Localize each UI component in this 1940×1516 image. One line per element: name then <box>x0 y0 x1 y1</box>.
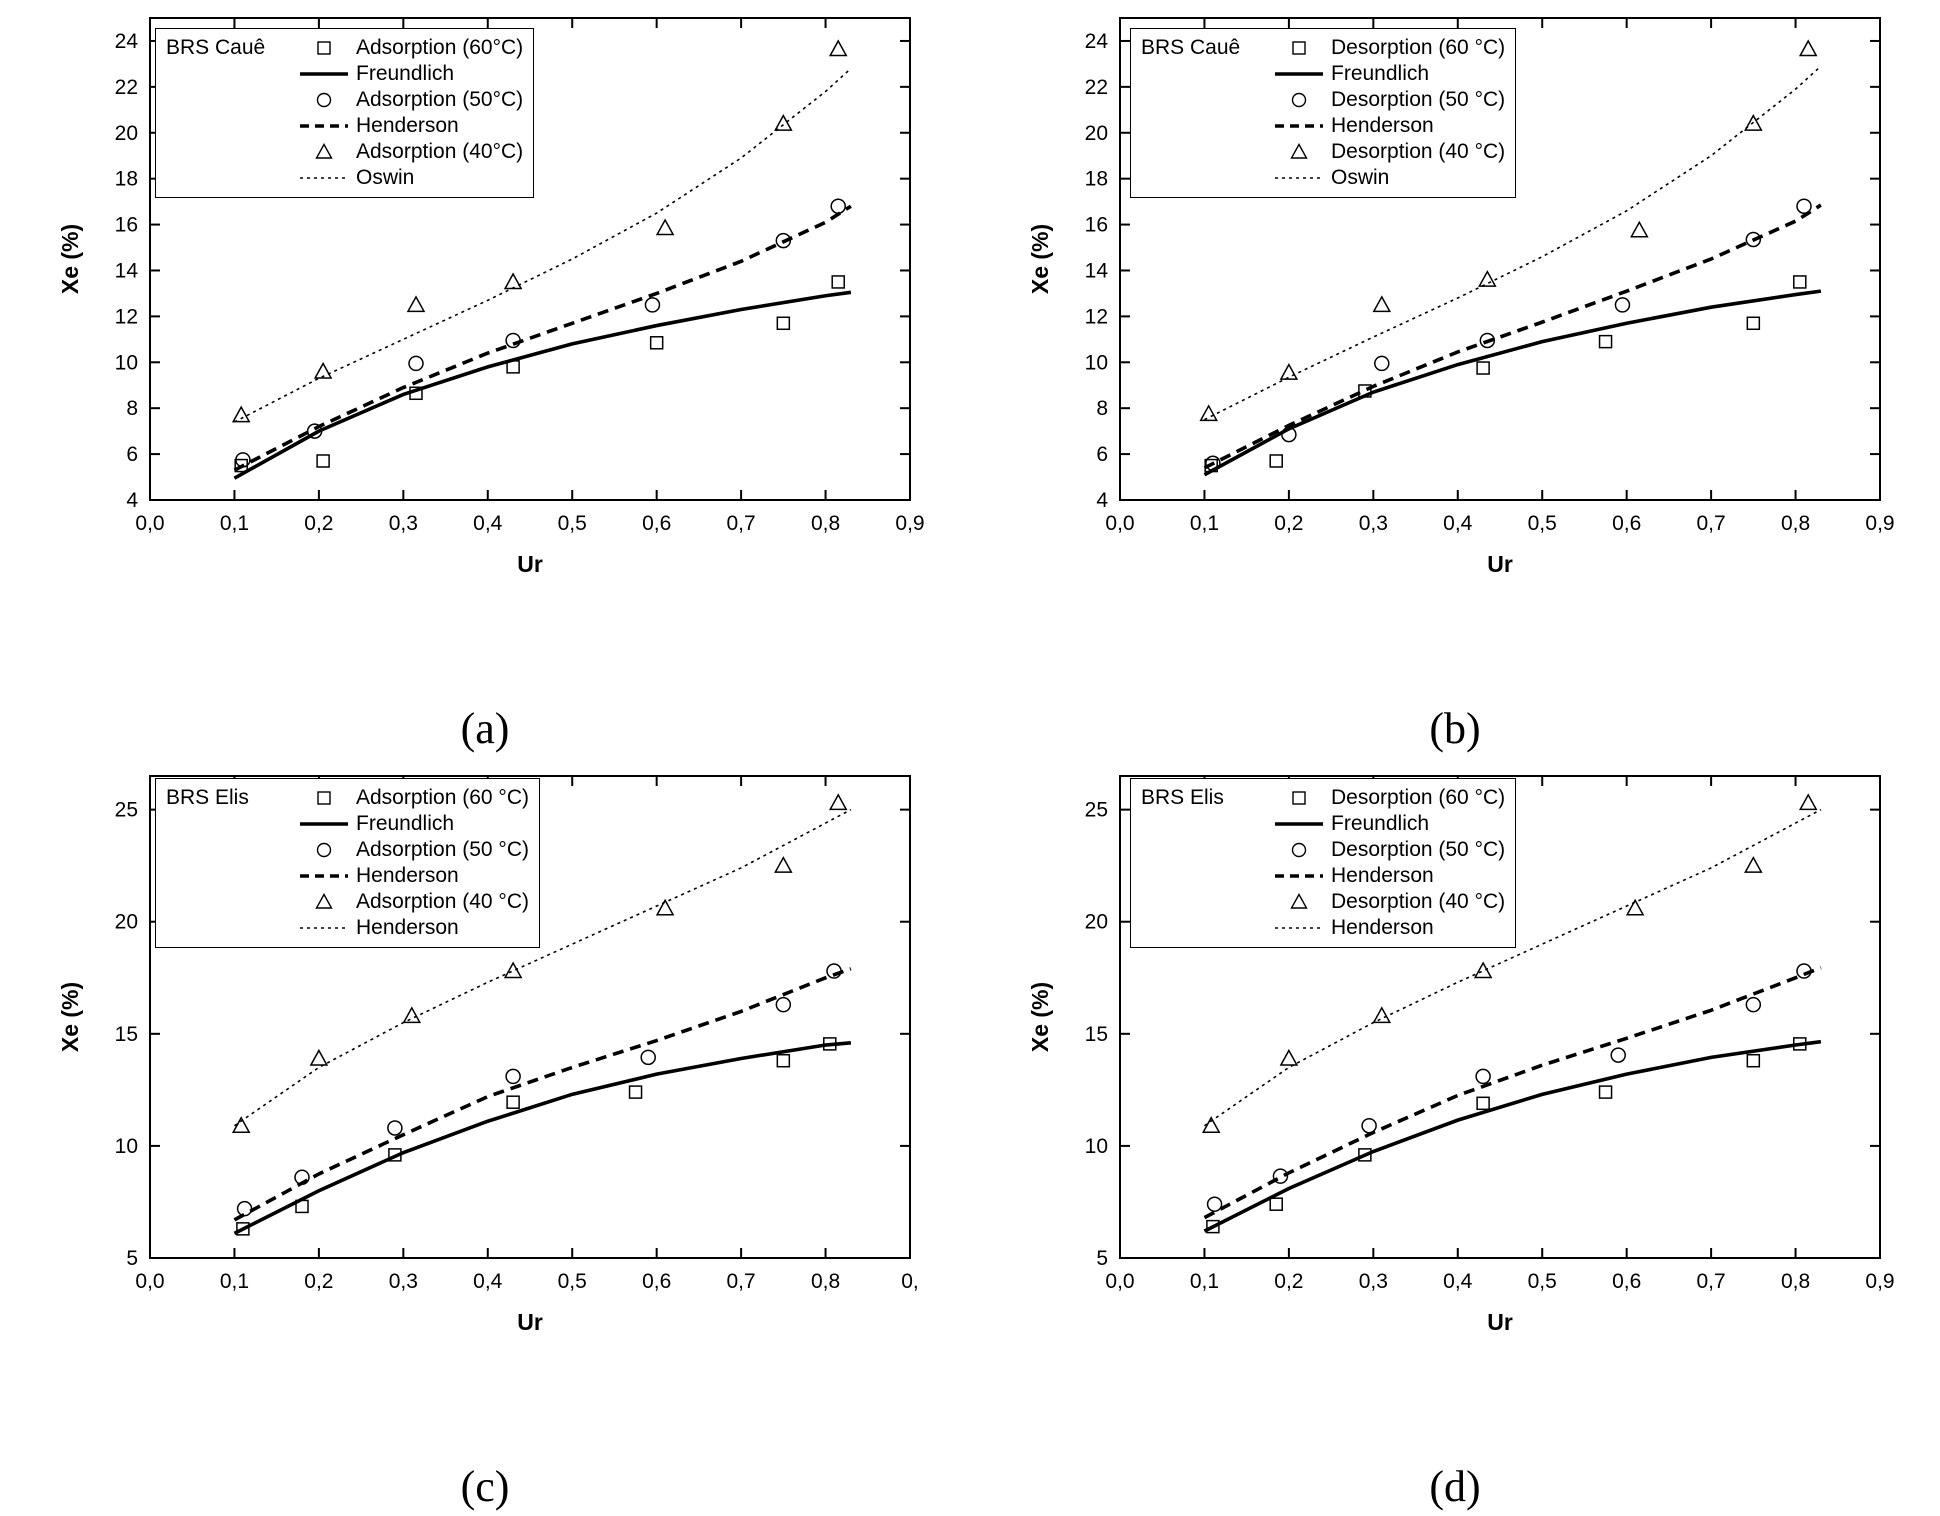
legend-label: Desorption (60 °C) <box>1331 36 1506 59</box>
legend-label: Henderson <box>356 916 459 939</box>
data-point-marker <box>832 276 844 288</box>
legend-label: Adsorption (50 °C) <box>356 838 529 861</box>
legend-item <box>1141 139 1505 165</box>
legend-item <box>166 785 529 811</box>
legend-label: Oswin <box>1331 166 1390 189</box>
svg-text:0,9: 0,9 <box>1865 1270 1895 1293</box>
legend-symbol-triangle-icon <box>1273 891 1325 913</box>
legend-item <box>1141 113 1505 139</box>
data-point-marker <box>1627 900 1643 915</box>
svg-text:6: 6 <box>126 443 138 467</box>
svg-text:0,5: 0,5 <box>1527 512 1557 535</box>
legend-symbol-dashed-line-icon <box>298 115 350 137</box>
data-point-marker <box>404 1008 420 1022</box>
svg-text:15: 15 <box>1084 1022 1108 1046</box>
svg-text:0,5: 0,5 <box>557 512 587 535</box>
data-point-marker <box>408 297 424 312</box>
svg-text:0,1: 0,1 <box>219 512 250 535</box>
svg-text:0,: 0, <box>901 1270 919 1293</box>
svg-text:0,1: 0,1 <box>219 1270 250 1293</box>
legend-d <box>1130 778 1516 948</box>
svg-text:0,7: 0,7 <box>1696 512 1726 535</box>
svg-text:0,5: 0,5 <box>557 1270 587 1293</box>
data-point-marker <box>1615 298 1629 312</box>
legend-label: Adsorption (60 °C) <box>356 786 529 809</box>
data-point-marker <box>1476 1069 1490 1083</box>
legend-symbol-solid-line-icon <box>1273 63 1325 85</box>
svg-text:22: 22 <box>114 75 138 99</box>
svg-text:Ur: Ur <box>517 551 543 577</box>
legend-item <box>166 915 529 941</box>
legend-title: BRS Elis <box>166 786 249 809</box>
svg-text:0,2: 0,2 <box>1274 512 1304 535</box>
series-line <box>234 292 850 478</box>
data-point-marker <box>505 274 521 289</box>
svg-text:0,6: 0,6 <box>1612 1270 1642 1293</box>
legend-label: Desorption (40 °C) <box>1331 890 1506 913</box>
svg-text:0,9: 0,9 <box>1865 512 1895 535</box>
legend-symbol-solid-line-icon <box>1273 813 1325 835</box>
data-point-marker <box>506 1069 520 1083</box>
legend-label: Desorption (40 °C) <box>1331 140 1506 163</box>
svg-text:16: 16 <box>1084 213 1108 237</box>
svg-text:0,4: 0,4 <box>1443 512 1473 535</box>
legend-label: Henderson <box>1331 114 1434 137</box>
svg-text:Xe (%): Xe (%) <box>57 223 83 295</box>
svg-text:10: 10 <box>1084 351 1108 375</box>
svg-text:10: 10 <box>114 1134 138 1158</box>
legend-symbol-dotted-line-icon <box>1273 917 1325 939</box>
svg-text:0,0: 0,0 <box>135 1270 165 1293</box>
legend-item <box>1141 837 1505 863</box>
legend-item <box>166 139 523 165</box>
legend-label: Desorption (50 °C) <box>1331 88 1506 111</box>
data-point-marker <box>651 337 663 349</box>
legend-item <box>1141 87 1505 113</box>
panel-caption-d: (d) <box>1429 1462 1481 1511</box>
svg-text:0,4: 0,4 <box>473 512 503 535</box>
svg-text:0,8: 0,8 <box>810 512 841 535</box>
legend-item <box>1141 785 1505 811</box>
svg-text:18: 18 <box>1084 167 1108 191</box>
legend-label: Freundlich <box>1331 62 1430 85</box>
svg-text:0,7: 0,7 <box>1696 1270 1726 1293</box>
data-point-marker <box>1375 356 1389 370</box>
data-point-marker <box>1270 1198 1282 1210</box>
data-point-marker <box>645 298 659 312</box>
series-line <box>234 1043 850 1234</box>
legend-symbol-circle-icon <box>298 89 350 111</box>
data-point-marker <box>831 199 845 213</box>
svg-text:0,6: 0,6 <box>642 512 672 535</box>
legend-symbol-circle-icon <box>1273 89 1325 111</box>
legend-symbol-solid-line-icon <box>298 813 350 835</box>
svg-text:0,3: 0,3 <box>388 1270 418 1293</box>
legend-label: Desorption (60 °C) <box>1331 786 1506 809</box>
svg-text:10: 10 <box>1084 1134 1108 1158</box>
data-point-marker <box>1281 1050 1297 1065</box>
svg-text:25: 25 <box>1084 798 1108 822</box>
svg-text:0,8: 0,8 <box>1780 512 1811 535</box>
legend-b <box>1130 28 1516 198</box>
legend-a <box>155 28 534 198</box>
data-point-marker <box>1479 272 1495 287</box>
legend-label: Desorption (50 °C) <box>1331 838 1506 861</box>
data-point-marker <box>1794 276 1806 288</box>
svg-text:10: 10 <box>114 351 138 375</box>
data-point-marker <box>777 317 789 329</box>
svg-text:0,0: 0,0 <box>135 512 165 535</box>
legend-label: Freundlich <box>1331 812 1430 835</box>
legend-label: Henderson <box>1331 916 1434 939</box>
data-point-marker <box>1281 365 1297 380</box>
data-point-marker <box>630 1086 642 1098</box>
legend-symbol-square-icon <box>1273 37 1325 59</box>
data-point-marker <box>1747 1055 1759 1067</box>
data-point-marker <box>830 41 846 56</box>
svg-text:0,7: 0,7 <box>726 512 756 535</box>
series-line <box>1204 205 1820 468</box>
svg-text:0,6: 0,6 <box>1612 512 1642 535</box>
legend-item <box>166 863 529 889</box>
series-line <box>1204 291 1820 475</box>
data-point-marker <box>506 333 520 347</box>
legend-item <box>1141 889 1505 915</box>
data-point-marker <box>1477 362 1489 374</box>
legend-symbol-solid-line-icon <box>298 63 350 85</box>
legend-label: Freundlich <box>356 812 455 835</box>
svg-text:0,4: 0,4 <box>1443 1270 1473 1293</box>
data-point-marker <box>388 1121 402 1135</box>
data-point-marker <box>1611 1048 1625 1062</box>
svg-text:12: 12 <box>114 305 138 329</box>
legend-item <box>166 811 529 837</box>
svg-text:0,4: 0,4 <box>473 1270 503 1293</box>
svg-text:Xe (%): Xe (%) <box>1027 223 1053 295</box>
legend-item <box>1141 811 1505 837</box>
data-point-marker <box>311 1050 327 1065</box>
legend-title: BRS Elis <box>1141 786 1224 809</box>
svg-text:0,0: 0,0 <box>1105 512 1135 535</box>
legend-item <box>166 889 529 915</box>
svg-text:0,5: 0,5 <box>1527 1270 1557 1293</box>
svg-text:8: 8 <box>1096 397 1108 421</box>
data-point-marker <box>1270 455 1282 467</box>
legend-symbol-circle-icon <box>1273 839 1325 861</box>
panel-caption-c: (c) <box>460 1462 510 1511</box>
legend-c <box>155 778 540 948</box>
svg-text:16: 16 <box>114 213 138 237</box>
svg-text:14: 14 <box>114 259 138 283</box>
series-line <box>1204 968 1820 1218</box>
legend-item <box>1141 165 1505 191</box>
panel-caption-b: (b) <box>1429 704 1481 753</box>
legend-label: Adsorption (40 °C) <box>356 890 529 913</box>
legend-symbol-dashed-line-icon <box>1273 865 1325 887</box>
svg-text:4: 4 <box>126 489 138 512</box>
data-point-marker <box>775 116 791 130</box>
svg-text:0,9: 0,9 <box>895 512 925 535</box>
svg-text:14: 14 <box>1084 259 1108 283</box>
svg-text:24: 24 <box>114 29 138 53</box>
svg-text:6: 6 <box>1096 443 1108 467</box>
data-point-marker <box>830 795 846 810</box>
panel-b <box>970 0 1940 758</box>
series-line <box>1204 1042 1820 1231</box>
data-point-marker <box>1477 1097 1489 1109</box>
legend-item <box>166 165 523 191</box>
panel-caption-a: (a) <box>460 704 510 753</box>
data-point-marker <box>1374 297 1390 312</box>
data-point-marker <box>1631 222 1647 237</box>
legend-symbol-triangle-icon <box>298 891 350 913</box>
data-point-marker <box>1600 1086 1612 1098</box>
svg-text:0,8: 0,8 <box>1780 1270 1811 1293</box>
svg-text:0,3: 0,3 <box>1358 1270 1388 1293</box>
legend-label: Henderson <box>356 114 459 137</box>
series-line <box>234 206 850 470</box>
svg-text:20: 20 <box>114 121 138 145</box>
data-point-marker <box>1800 795 1816 810</box>
svg-text:5: 5 <box>126 1247 138 1270</box>
svg-text:0,1: 0,1 <box>1189 1270 1220 1293</box>
legend-symbol-dashed-line-icon <box>1273 115 1325 137</box>
legend-symbol-triangle-icon <box>1273 141 1325 163</box>
svg-text:0,3: 0,3 <box>1358 512 1388 535</box>
data-point-marker <box>641 1050 655 1064</box>
legend-symbol-square-icon <box>298 787 350 809</box>
svg-text:Xe (%): Xe (%) <box>57 981 83 1053</box>
svg-text:0,0: 0,0 <box>1105 1270 1135 1293</box>
svg-text:15: 15 <box>114 1022 138 1046</box>
panel-a <box>0 0 970 758</box>
data-point-marker <box>1746 998 1760 1012</box>
legend-label: Henderson <box>356 864 459 887</box>
legend-symbol-dotted-line-icon <box>1273 167 1325 189</box>
svg-text:Xe (%): Xe (%) <box>1027 981 1053 1053</box>
legend-label: Oswin <box>356 166 415 189</box>
data-point-marker <box>1208 1197 1222 1211</box>
svg-text:24: 24 <box>1084 29 1108 53</box>
legend-symbol-dashed-line-icon <box>298 865 350 887</box>
legend-symbol-triangle-icon <box>298 141 350 163</box>
legend-symbol-dotted-line-icon <box>298 917 350 939</box>
legend-item <box>166 837 529 863</box>
data-point-marker <box>1747 317 1759 329</box>
panel-d <box>970 758 1940 1516</box>
legend-item <box>166 87 523 113</box>
legend-label: Henderson <box>1331 864 1434 887</box>
legend-symbol-square-icon <box>1273 787 1325 809</box>
svg-text:25: 25 <box>114 798 138 822</box>
legend-item <box>1141 35 1505 61</box>
svg-text:0,1: 0,1 <box>1189 512 1220 535</box>
data-point-marker <box>775 858 791 873</box>
data-point-marker <box>1475 963 1491 978</box>
data-point-marker <box>657 220 673 235</box>
data-point-marker <box>409 356 423 370</box>
data-point-marker <box>1201 406 1217 421</box>
svg-text:Ur: Ur <box>1487 1309 1513 1335</box>
legend-label: Adsorption (50°C) <box>356 88 524 111</box>
data-point-marker <box>1800 41 1816 56</box>
series-line <box>234 969 850 1220</box>
data-point-marker <box>233 407 249 422</box>
legend-symbol-square-icon <box>298 37 350 59</box>
svg-text:22: 22 <box>1084 75 1108 99</box>
svg-text:0,8: 0,8 <box>810 1270 841 1293</box>
legend-item <box>166 113 523 139</box>
data-point-marker <box>317 455 329 467</box>
svg-text:Ur: Ur <box>517 1309 543 1335</box>
panel-c <box>0 758 970 1516</box>
svg-text:0,2: 0,2 <box>304 512 334 535</box>
svg-text:0,7: 0,7 <box>726 1270 756 1293</box>
svg-text:18: 18 <box>114 167 138 191</box>
svg-text:20: 20 <box>1084 121 1108 145</box>
data-point-marker <box>777 1055 789 1067</box>
legend-item <box>1141 915 1505 941</box>
legend-symbol-circle-icon <box>298 839 350 861</box>
svg-text:4: 4 <box>1096 489 1108 512</box>
data-point-marker <box>507 1096 519 1108</box>
data-point-marker <box>238 1202 252 1216</box>
data-point-marker <box>505 963 521 978</box>
legend-title: BRS Cauê <box>1141 36 1241 59</box>
svg-text:20: 20 <box>114 910 138 934</box>
legend-item <box>166 61 523 87</box>
svg-text:Ur: Ur <box>1487 551 1513 577</box>
svg-text:0,2: 0,2 <box>304 1270 334 1293</box>
svg-text:0,6: 0,6 <box>642 1270 672 1293</box>
legend-symbol-dotted-line-icon <box>298 167 350 189</box>
data-point-marker <box>657 900 673 915</box>
legend-label: Freundlich <box>356 62 455 85</box>
legend-item <box>1141 61 1505 87</box>
svg-text:20: 20 <box>1084 910 1108 934</box>
legend-title: BRS Cauê <box>166 36 266 59</box>
svg-text:0,2: 0,2 <box>1274 1270 1304 1293</box>
legend-label: Adsorption (40°C) <box>356 140 524 163</box>
svg-text:0,3: 0,3 <box>388 512 418 535</box>
legend-item <box>166 35 523 61</box>
data-point-marker <box>776 998 790 1012</box>
svg-text:5: 5 <box>1096 1247 1108 1270</box>
svg-text:12: 12 <box>1084 305 1108 329</box>
data-point-marker <box>1745 858 1761 873</box>
data-point-marker <box>1600 336 1612 348</box>
data-point-marker <box>1374 1008 1390 1022</box>
legend-label: Adsorption (60°C) <box>356 36 524 59</box>
svg-text:8: 8 <box>126 397 138 421</box>
legend-item <box>1141 863 1505 889</box>
